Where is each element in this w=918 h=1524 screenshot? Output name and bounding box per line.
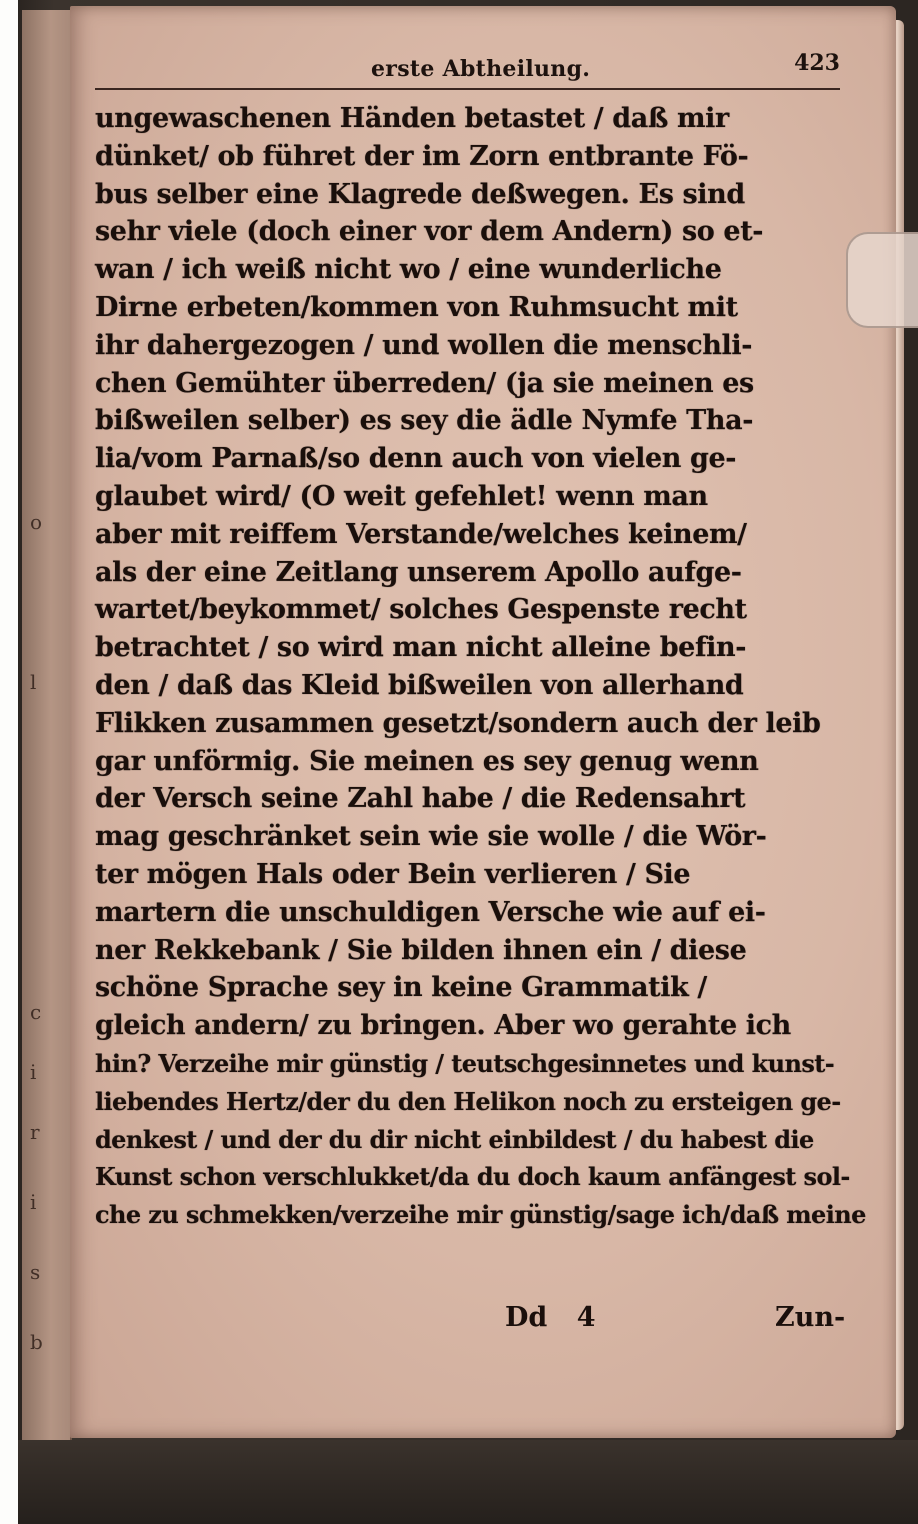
text-line: mag geschränket sein wie sie wolle / die Wör- bbox=[95, 821, 767, 853]
page-body-text bbox=[95, 100, 866, 1234]
text-line: der Versch seine Zahl habe / die Redensahrt bbox=[95, 783, 746, 815]
text-line: Kunst schon verschlukket/da du doch kaum anfängest sol- bbox=[95, 1162, 850, 1192]
page-header bbox=[95, 50, 840, 88]
catchword: Zun- bbox=[775, 1302, 846, 1333]
previous-page-fragments: o l c i r i s b bbox=[30, 510, 43, 1354]
text-line: dünket/ ob führet der im Zorn entbrante Fö- bbox=[95, 140, 749, 172]
text-line: gar unförmig. Sie meinen es sey genug wenn bbox=[95, 745, 759, 777]
text-line: wartet/beykommet/ solches Gespenste recht bbox=[95, 594, 747, 626]
text-line: ter mögen Hals oder Bein verlieren / Sie bbox=[95, 858, 691, 890]
text-line: ihr dahergezogen / und wollen die menschli- bbox=[95, 329, 753, 361]
text-line: hin? Verzeihe mir günstig / teutschgesinnetes und kunst- bbox=[95, 1048, 835, 1078]
text-line: chen Gemühter überreden/ (ja sie meinen es bbox=[95, 367, 754, 399]
running-head: erste Abtheilung. bbox=[371, 56, 591, 82]
text-line: den / daß das Kleid bißweilen von allerhand bbox=[95, 669, 744, 701]
text-line: che zu schmekken/verzeihe mir günstig/sage ich/daß meine bbox=[95, 1200, 866, 1230]
text-line: martern die unschuldigen Versche wie auf ei- bbox=[95, 896, 766, 928]
text-line: gleich andern/ zu bringen. Aber wo gerahte ich bbox=[95, 1010, 791, 1042]
text-line: ner Rekkebank / Sie bilden ihnen ein / diese bbox=[95, 934, 747, 966]
text-line: sehr viele (doch einer vor dem Andern) so et- bbox=[95, 216, 764, 248]
text-line: liebendes Hertz/der du den Helikon noch zu ersteigen ge- bbox=[95, 1086, 841, 1116]
signature-mark: Dd 4 bbox=[505, 1302, 596, 1333]
text-line: denkest / und der du dir nicht einbildest / du habest die bbox=[95, 1124, 814, 1154]
text-line: bus selber eine Klagrede deßwegen. Es sind bbox=[95, 178, 745, 210]
header-rule bbox=[95, 88, 840, 90]
text-line: schöne Sprache sey in keine Grammatik / bbox=[95, 972, 707, 1004]
bookmark-tab bbox=[846, 232, 918, 328]
text-line: Flikken zusammen gesetzt/sondern auch der leib bbox=[95, 707, 821, 739]
text-line: wan / ich weiß nicht wo / eine wunderliche bbox=[95, 254, 722, 286]
book-cover-bottom bbox=[18, 1440, 918, 1524]
text-line: glaubet wird/ (O weit gefehlet! wenn man bbox=[95, 480, 708, 512]
text-line: aber mit reiffem Verstande/welches keinem/ bbox=[95, 518, 747, 550]
text-line: Dirne erbeten/kommen von Ruhmsucht mit bbox=[95, 291, 738, 323]
text-line: betrachtet / so wird man nicht alleine befin- bbox=[95, 632, 747, 664]
page-number: 423 bbox=[794, 50, 840, 76]
text-line: ungewaschenen Händen betastet / daß mir bbox=[95, 103, 729, 134]
text-line: bißweilen selber) es sey die ädle Nymfe Tha- bbox=[95, 405, 754, 437]
text-line: als der eine Zeitlang unserem Apollo aufge- bbox=[95, 556, 742, 588]
text-line: lia/vom Parnaß/so denn auch von vielen ge- bbox=[95, 443, 737, 475]
